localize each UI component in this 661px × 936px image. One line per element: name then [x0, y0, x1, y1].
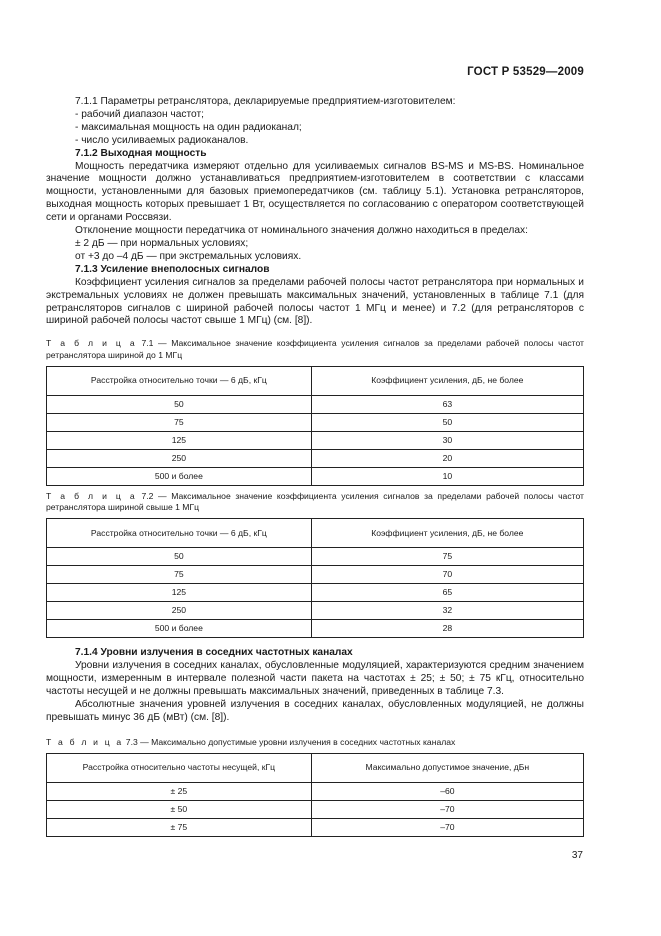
paragraph: Отклонение мощности передатчика от номинального значения должно находиться в пределах:	[75, 225, 528, 237]
table-row	[47, 467, 584, 485]
page-number: 37	[571, 850, 583, 861]
table-7-2	[46, 518, 584, 638]
table-row	[47, 818, 584, 836]
table-cell: 250	[47, 602, 312, 620]
table-row	[47, 602, 584, 620]
table-row	[47, 584, 584, 602]
table-cell: 125	[47, 584, 312, 602]
table-caption	[46, 338, 584, 360]
table-cell: 50	[311, 413, 583, 431]
table-cell: 30	[311, 431, 583, 449]
heading-7-1-2: 7.1.2 Выходная мощность	[75, 147, 207, 159]
table-cell: ± 25	[47, 782, 312, 800]
table-header: Расстройка относительно точки — 6 дБ, кГц	[47, 519, 312, 548]
table-cell: 500 и более	[47, 620, 312, 638]
table-cell: –70	[311, 818, 583, 836]
table-7-3	[46, 753, 584, 837]
table-cell: 28	[311, 620, 583, 638]
table-row	[47, 548, 584, 566]
list-item: от +3 до –4 дБ — при экстремальных условиях.	[75, 250, 302, 262]
table-header-row	[47, 753, 584, 782]
table-7-1	[46, 366, 584, 486]
table-row	[47, 413, 584, 431]
table-cell: 63	[311, 395, 583, 413]
table-label: Т а б л и ц а	[46, 338, 137, 349]
table-cell: 65	[311, 584, 583, 602]
table-header: Расстройка относительно частоты несущей, кГц	[47, 753, 312, 782]
heading-7-1-4: 7.1.4 Уровни излучения в соседних частотных каналах	[75, 647, 353, 659]
table-cell: 500 и более	[47, 467, 312, 485]
table-caption	[46, 737, 584, 748]
table-label: Т а б л и ц а	[46, 490, 137, 501]
table-header-row	[47, 519, 584, 548]
table-row	[47, 566, 584, 584]
list-item: - число усиливаемых радиоканалов.	[75, 134, 249, 146]
table-cell: ± 75	[47, 818, 312, 836]
table-row	[47, 620, 584, 638]
list-item: - рабочий диапазон частот;	[75, 108, 204, 120]
table-header: Коэффициент усиления, дБ, не более	[311, 519, 583, 548]
table-row	[47, 431, 584, 449]
table-caption-text: 7.1 — Максимальное значение коэффициента усиления сигналов за пределами рабочей полосы частот ретранслятора шириной до 1 МГц	[46, 338, 584, 360]
table-header: Коэффициент усиления, дБ, не более	[311, 366, 583, 395]
table-header: Расстройка относительно точки — 6 дБ, кГц	[47, 366, 312, 395]
table-cell: 50	[47, 395, 312, 413]
table-caption-text: 7.3 — Максимально допустимые уровни излучения в соседних частотных каналах	[123, 736, 456, 747]
table-cell: ± 50	[47, 800, 312, 818]
paragraph: Абсолютные значения уровней излучения в соседних каналах, обусловленных модуляцией, не должны превышать минус 36 дБ (мВт) (см. [8]).	[46, 698, 584, 723]
document-body	[46, 96, 584, 837]
document-id: ГОСТ Р 53529—2009	[467, 66, 584, 78]
table-cell: 32	[311, 602, 583, 620]
table-cell: 75	[47, 566, 312, 584]
table-cell: 125	[47, 431, 312, 449]
heading-7-1-3: 7.1.3 Усиление внеполосных сигналов	[75, 263, 270, 275]
paragraph: Уровни излучения в соседних каналах, обусловленные модуляцией, характеризуются средним значением мощности, измеренным в интервале полезной части пакета на частотах ± 25; ± 50; ± 75 кГц, относительно частоты несущей и не должны превышать максимальных значений, приведенных в таблице 7.3.	[46, 660, 584, 697]
list-item: - максимальная мощность на один радиоканал;	[75, 121, 302, 133]
table-cell: 75	[47, 413, 312, 431]
table-cell: 250	[47, 449, 312, 467]
paragraph: Коэффициент усиления сигналов за пределами рабочей полосы частот ретранслятора при нормальных и экстремальных условиях не должен превышать максимальных значений, установленных в таблице 7.1 (для ретрансляторов сигналов с шириной рабочей полосы частот 1 МГц и менее) и 7.2 (для ретрансляторов с шириной рабочей полосы частот свыше 1 МГц) (см. [8]).	[46, 276, 584, 327]
table-caption	[46, 491, 584, 513]
table-row	[47, 782, 584, 800]
table-cell: 50	[47, 548, 312, 566]
paragraph: Мощность передатчика измеряют отдельно для усиливаемых сигналов BS-MS и MS-BS. Номинальное значение мощности должно устанавливаться предприятием-изготовителем в соответствии с классами мощности, установленными для базовых приемопередатчиков (см. таблицу 5.1). Установка ретрансляторов, выходная мощность которых превышает 1 Вт, осуществляется по согласованию с оператором соответствующей сети и органами Россвязи.	[46, 160, 584, 224]
list-item: ± 2 дБ — при нормальных условиях;	[75, 237, 249, 249]
table-cell: –70	[311, 800, 583, 818]
table-cell: 20	[311, 449, 583, 467]
table-header: Максимально допустимое значение, дБн	[311, 753, 583, 782]
table-cell: 10	[311, 467, 583, 485]
table-row	[47, 449, 584, 467]
table-caption-text: 7.2 — Максимальное значение коэффициента усиления сигналов за пределами рабочей полосы частот ретранслятора шириной свыше 1 МГц	[46, 490, 584, 512]
table-label: Т а б л и ц а	[46, 736, 124, 747]
clause-7-1-1: 7.1.1 Параметры ретранслятора, декларируемые предприятием-изготовителем:	[75, 96, 456, 107]
table-cell: 75	[311, 548, 583, 566]
table-cell: 70	[311, 566, 583, 584]
table-cell: –60	[311, 782, 583, 800]
table-header-row	[47, 366, 584, 395]
table-row	[47, 395, 584, 413]
table-row	[47, 800, 584, 818]
